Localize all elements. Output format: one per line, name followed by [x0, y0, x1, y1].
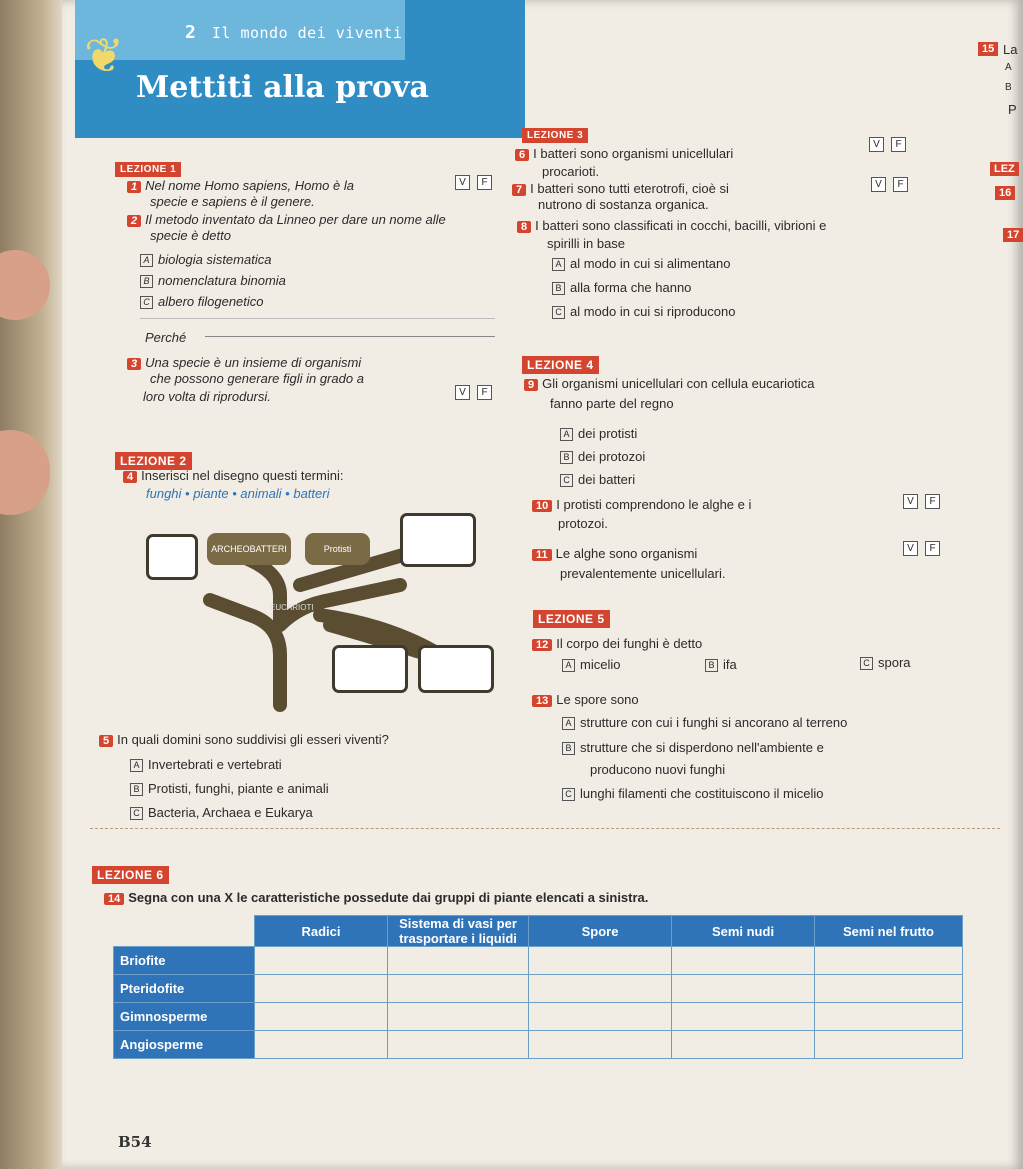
edge-option-b: B	[1005, 82, 1012, 93]
question-8-line1: 8 I batteri sono classificati in cocchi, bacilli, vibrioni e	[517, 218, 826, 233]
question-9-line2: fanno parte del regno	[550, 396, 674, 411]
lesson-1-tag: LEZIONE 1	[115, 162, 181, 177]
table-cell[interactable]	[672, 1031, 815, 1059]
q7-true-false	[864, 177, 908, 192]
question-2-line1: 2 Il metodo inventato da Linneo per dare un nome alle	[127, 212, 446, 227]
table-row	[114, 1031, 963, 1059]
row-header: Pteridofite	[114, 975, 255, 1003]
chapter-title: Il mondo dei viventi	[211, 24, 403, 42]
q8-option-a[interactable]: A al modo in cui si alimentano	[552, 256, 730, 271]
edge-question-17: 17	[1003, 228, 1023, 242]
q10-true-false	[896, 494, 940, 509]
lesson-6-tag: LEZIONE 6	[92, 866, 169, 884]
q9-option-a[interactable]: A dei protisti	[560, 426, 637, 441]
table-cell[interactable]	[255, 947, 388, 975]
question-3-line2: che possono generare figli in grado a	[150, 371, 364, 386]
true-box[interactable]: V	[455, 175, 470, 190]
q6-true-false	[862, 137, 906, 152]
q8-option-c[interactable]: C al modo in cui si riproducono	[552, 304, 735, 319]
table-cell[interactable]	[672, 975, 815, 1003]
question-7-line2: nutrono di sostanza organica.	[538, 197, 709, 212]
true-box[interactable]: V	[871, 177, 886, 192]
lesson-3-tag: LEZIONE 3	[522, 128, 588, 143]
table-cell[interactable]	[388, 1031, 529, 1059]
plants-table	[113, 915, 963, 1059]
q5-option-c[interactable]: C Bacteria, Archaea e Eukarya	[130, 805, 313, 820]
true-box[interactable]: V	[903, 494, 918, 509]
q1-true-false	[448, 175, 492, 190]
q12-option-c[interactable]: C spora	[860, 655, 911, 670]
divider	[140, 318, 495, 319]
false-box[interactable]: F	[477, 385, 492, 400]
page-title: Mettiti alla prova	[136, 70, 429, 105]
question-8-line2: spirilli in base	[547, 236, 626, 251]
question-10-line1: 10 I protisti comprendono le alghe e i	[532, 497, 751, 512]
table-row	[114, 1003, 963, 1031]
true-box[interactable]: V	[869, 137, 884, 152]
edge-text: La	[1003, 42, 1018, 57]
table-cell[interactable]	[255, 1031, 388, 1059]
table-cell[interactable]	[815, 947, 963, 975]
row-header: Angiosperme	[114, 1031, 255, 1059]
question-3-line1: 3 Una specie è un insieme di organismi	[127, 355, 361, 370]
edge-question-15: 15	[978, 42, 998, 56]
tree-blank-box[interactable]	[400, 513, 476, 567]
table-cell[interactable]	[672, 947, 815, 975]
table-cell[interactable]	[815, 1031, 963, 1059]
question-12: 12 Il corpo dei funghi è detto	[532, 636, 702, 651]
table-cell[interactable]	[529, 947, 672, 975]
q5-option-b[interactable]: B Protisti, funghi, piante e animali	[130, 781, 329, 796]
tree-blank-box[interactable]	[146, 534, 198, 580]
chapter-number: 2	[185, 22, 197, 43]
question-7-line1: 7 I batteri sono tutti eterotrofi, cioè si	[512, 181, 729, 196]
table-cell[interactable]	[815, 975, 963, 1003]
table-cell[interactable]	[672, 1003, 815, 1031]
row-header: Briofite	[114, 947, 255, 975]
table-cell[interactable]	[388, 975, 529, 1003]
q11-true-false	[896, 541, 940, 556]
question-11-line1: 11 Le alghe sono organismi	[532, 546, 697, 561]
q13-option-b[interactable]: B strutture che si disperdono nell'ambiente e	[562, 740, 824, 755]
table-row	[114, 947, 963, 975]
q13-option-a[interactable]: A strutture con cui i funghi si ancorano al terreno	[562, 715, 847, 730]
q9-option-c[interactable]: C dei batteri	[560, 472, 635, 487]
question-6-line2: procarioti.	[542, 164, 600, 179]
butterfly-icon: ❦	[84, 30, 125, 83]
table-cell[interactable]	[815, 1003, 963, 1031]
q2-option-a[interactable]: A biologia sistematica	[140, 252, 271, 267]
table-cell[interactable]	[529, 1003, 672, 1031]
q13-option-b-line2: producono nuovi funghi	[590, 762, 726, 777]
column-header: Semi nudi	[672, 916, 815, 947]
q5-option-a[interactable]: A Invertebrati e vertebrati	[130, 757, 282, 772]
lesson-2-tag: LEZIONE 2	[115, 452, 192, 470]
question-13: 13 Le spore sono	[532, 692, 639, 707]
table-cell[interactable]	[388, 1003, 529, 1031]
column-header: Radici	[255, 916, 388, 947]
question-2-line2: specie è detto	[150, 228, 231, 243]
question-10-line2: protozoi.	[558, 516, 608, 531]
column-header: Sistema di vasi per trasportare i liquidi	[388, 916, 529, 947]
table-cell[interactable]	[255, 1003, 388, 1031]
table-row	[114, 975, 963, 1003]
question-11-line2: prevalentemente unicellulari.	[560, 566, 726, 581]
false-box[interactable]: F	[925, 494, 940, 509]
question-4-line1: 4 Inserisci nel disegno questi termini:	[123, 468, 343, 483]
table-header-row	[114, 916, 963, 947]
lesson-4-tag: LEZIONE 4	[522, 356, 599, 374]
tree-blank-box[interactable]	[418, 645, 494, 693]
q2-option-c[interactable]: C albero filogenetico	[140, 294, 264, 309]
question-4-terms: funghi • piante • animali • batteri	[146, 486, 330, 501]
page-number: B54	[118, 1133, 152, 1151]
q8-option-b[interactable]: B alla forma che hanno	[552, 280, 691, 295]
false-box[interactable]: F	[893, 177, 908, 192]
edge-text-p: P	[1008, 102, 1017, 117]
node-protisti: Protisti	[305, 533, 370, 565]
row-header: Gimnosperme	[114, 1003, 255, 1031]
q13-option-c[interactable]: C lunghi filamenti che costituiscono il micelio	[562, 786, 824, 801]
table-cell[interactable]	[255, 975, 388, 1003]
true-box[interactable]: V	[455, 385, 470, 400]
lesson-5-tag: LEZIONE 5	[533, 610, 610, 628]
false-box[interactable]: F	[891, 137, 906, 152]
q2-option-b[interactable]: B nomenclatura binomia	[140, 273, 286, 288]
section-divider	[90, 828, 1000, 830]
question-9-line1: 9 Gli organismi unicellulari con cellula eucariotica	[524, 376, 815, 391]
table-cell[interactable]	[529, 975, 672, 1003]
table-corner	[114, 916, 255, 947]
question-1-line2: specie e sapiens è il genere.	[150, 194, 315, 209]
edge-option-a: A	[1005, 62, 1012, 73]
edge-lesson: LEZ	[990, 162, 1019, 176]
q9-option-b[interactable]: B dei protozoi	[560, 449, 645, 464]
chapter-heading	[185, 22, 403, 43]
answer-line[interactable]	[205, 336, 495, 337]
question-14: 14 Segna con una X le caratteristiche possedute dai gruppi di piante elencati a sinistra.	[104, 890, 648, 905]
column-header: Spore	[529, 916, 672, 947]
false-box[interactable]: F	[477, 175, 492, 190]
table-cell[interactable]	[529, 1031, 672, 1059]
question-number: 1	[127, 181, 141, 193]
node-archeobatteri: ARCHEOBATTERI	[207, 533, 291, 565]
question-1-line1: 1 Nel nome Homo sapiens, Homo è la	[127, 178, 354, 193]
question-5: 5 In quali domini sono suddivisi gli esseri viventi?	[99, 732, 389, 747]
node-eucarioti: EUCARIOTI	[270, 603, 314, 612]
q12-option-a[interactable]: A micelio	[562, 657, 620, 672]
column-header: Semi nel frutto	[815, 916, 963, 947]
book-spine-shadow	[0, 0, 70, 1169]
question-3-line3: loro volta di riprodursi.	[143, 389, 271, 404]
q12-option-b[interactable]: B ifa	[705, 657, 737, 672]
question-6-line1: 6 I batteri sono organismi unicellulari	[515, 146, 733, 161]
table-cell[interactable]	[388, 947, 529, 975]
edge-question-16: 16	[995, 186, 1015, 200]
true-box[interactable]: V	[903, 541, 918, 556]
q3-true-false	[448, 385, 492, 400]
false-box[interactable]: F	[925, 541, 940, 556]
tree-blank-box[interactable]	[332, 645, 408, 693]
why-label: Perché	[145, 330, 187, 345]
